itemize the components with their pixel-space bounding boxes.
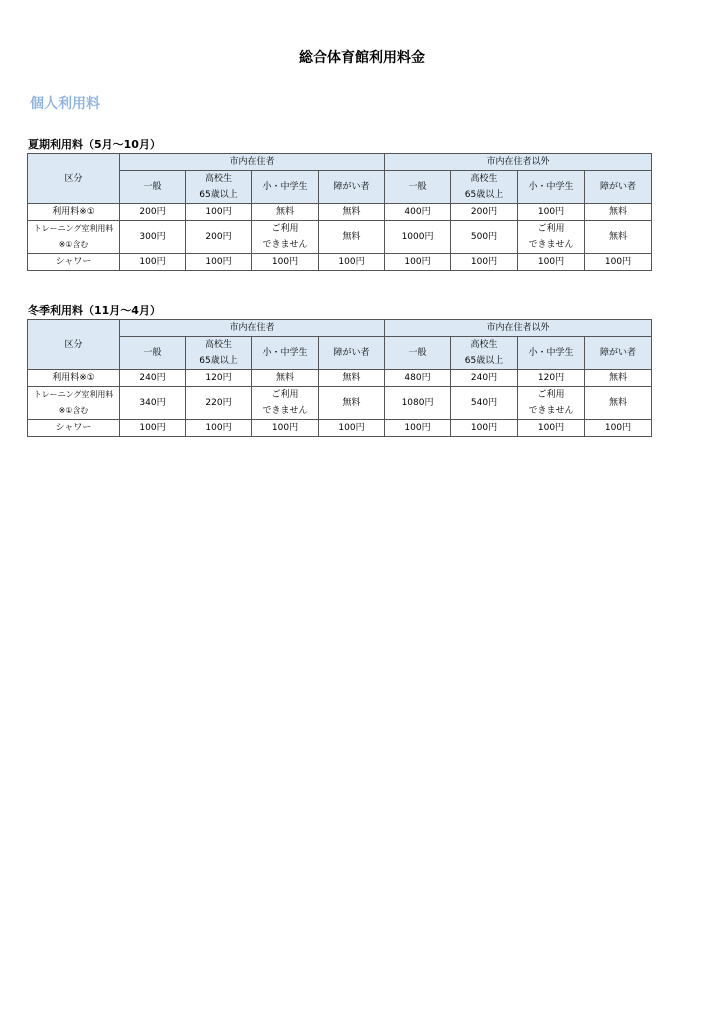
row-label: シャワー (28, 254, 120, 271)
fee-cell: 100円 (518, 254, 585, 271)
row-shower (28, 254, 652, 271)
header-category: 区分 (28, 154, 120, 204)
fee-cell: 120円 (186, 370, 252, 387)
row-label: トレーニング室利用料 ※①含む (28, 221, 120, 254)
summer-table-title: 夏期利用料（5月～10月） (28, 138, 161, 151)
header-resident: 市内在住者 (120, 154, 385, 171)
fee-cell: 220円 (186, 387, 252, 420)
header-elementary-junior: 小・中学生 (252, 337, 319, 370)
row-training-fee (28, 387, 652, 420)
row-label: シャワー (28, 420, 120, 437)
header-nonresident: 市内在住者以外 (385, 320, 652, 337)
row-usage-fee (28, 370, 652, 387)
fee-cell: 無料 (585, 221, 652, 254)
table-body (28, 370, 652, 437)
table-body (28, 204, 652, 271)
row-shower (28, 420, 652, 437)
fee-cell: 100円 (186, 254, 252, 271)
fee-cell: 1080円 (385, 387, 451, 420)
fee-cell: 100円 (186, 204, 252, 221)
header-disabled: 障がい者 (319, 171, 385, 204)
header-nonresident: 市内在住者以外 (385, 154, 652, 171)
header-category: 区分 (28, 320, 120, 370)
winter-fee-table (27, 319, 652, 437)
fee-cell: 300円 (120, 221, 186, 254)
fee-cell: 100円 (385, 254, 451, 271)
fee-cell: 無料 (585, 387, 652, 420)
header-general: 一般 (385, 171, 451, 204)
header-highschool-senior: 高校生 65歳以上 (451, 337, 518, 370)
fee-cell: 無料 (585, 204, 652, 221)
header-elementary-junior: 小・中学生 (518, 171, 585, 204)
fee-cell: 240円 (451, 370, 518, 387)
winter-table-title: 冬季利用料（11月～4月） (28, 304, 161, 317)
fee-cell: 340円 (120, 387, 186, 420)
header-resident: 市内在住者 (120, 320, 385, 337)
fee-cell: 100円 (186, 420, 252, 437)
fee-cell: 200円 (451, 204, 518, 221)
header-highschool-senior: 高校生 65歳以上 (186, 337, 252, 370)
fee-cell: 無料 (319, 221, 385, 254)
fee-cell: 100円 (252, 420, 319, 437)
fee-cell: 100円 (319, 420, 385, 437)
fee-cell: 100円 (120, 420, 186, 437)
fee-cell: 無料 (252, 204, 319, 221)
header-disabled: 障がい者 (319, 337, 385, 370)
fee-cell: 200円 (186, 221, 252, 254)
section-heading: 個人利用料 (30, 96, 100, 112)
fee-cell: 240円 (120, 370, 186, 387)
fee-cell: 100円 (518, 420, 585, 437)
row-label: 利用料※① (28, 204, 120, 221)
fee-cell: 120円 (518, 370, 585, 387)
header-highschool-senior: 高校生 65歳以上 (186, 171, 252, 204)
header-general: 一般 (385, 337, 451, 370)
fee-cell: 400円 (385, 204, 451, 221)
header-general: 一般 (120, 337, 186, 370)
header-disabled: 障がい者 (585, 171, 652, 204)
fee-cell: 無料 (319, 387, 385, 420)
fee-cell: 100円 (120, 254, 186, 271)
fee-cell: 無料 (319, 370, 385, 387)
fee-cell: 無料 (319, 204, 385, 221)
fee-cell: 100円 (252, 254, 319, 271)
header-highschool-senior: 高校生 65歳以上 (451, 171, 518, 204)
fee-cell: ご利用 できません (518, 221, 585, 254)
row-usage-fee (28, 204, 652, 221)
fee-cell: 480円 (385, 370, 451, 387)
fee-cell: 100円 (385, 420, 451, 437)
header-elementary-junior: 小・中学生 (252, 171, 319, 204)
row-label: 利用料※① (28, 370, 120, 387)
fee-cell: 500円 (451, 221, 518, 254)
summer-fee-table (27, 153, 652, 271)
fee-cell: 1000円 (385, 221, 451, 254)
fee-cell: ご利用 できません (518, 387, 585, 420)
row-training-fee (28, 221, 652, 254)
fee-cell: 100円 (518, 204, 585, 221)
fee-cell: 200円 (120, 204, 186, 221)
fee-cell: 無料 (252, 370, 319, 387)
header-general: 一般 (120, 171, 186, 204)
fee-cell: 100円 (585, 254, 652, 271)
fee-cell: 100円 (451, 420, 518, 437)
fee-cell: 無料 (585, 370, 652, 387)
row-label: トレーニング室利用料 ※①含む (28, 387, 120, 420)
header-disabled: 障がい者 (585, 337, 652, 370)
fee-cell: 100円 (319, 254, 385, 271)
fee-cell: ご利用 できません (252, 387, 319, 420)
fee-cell: ご利用 できません (252, 221, 319, 254)
fee-cell: 540円 (451, 387, 518, 420)
header-elementary-junior: 小・中学生 (518, 337, 585, 370)
fee-cell: 100円 (451, 254, 518, 271)
document-title: 総合体育館利用料金 (299, 50, 425, 66)
fee-cell: 100円 (585, 420, 652, 437)
